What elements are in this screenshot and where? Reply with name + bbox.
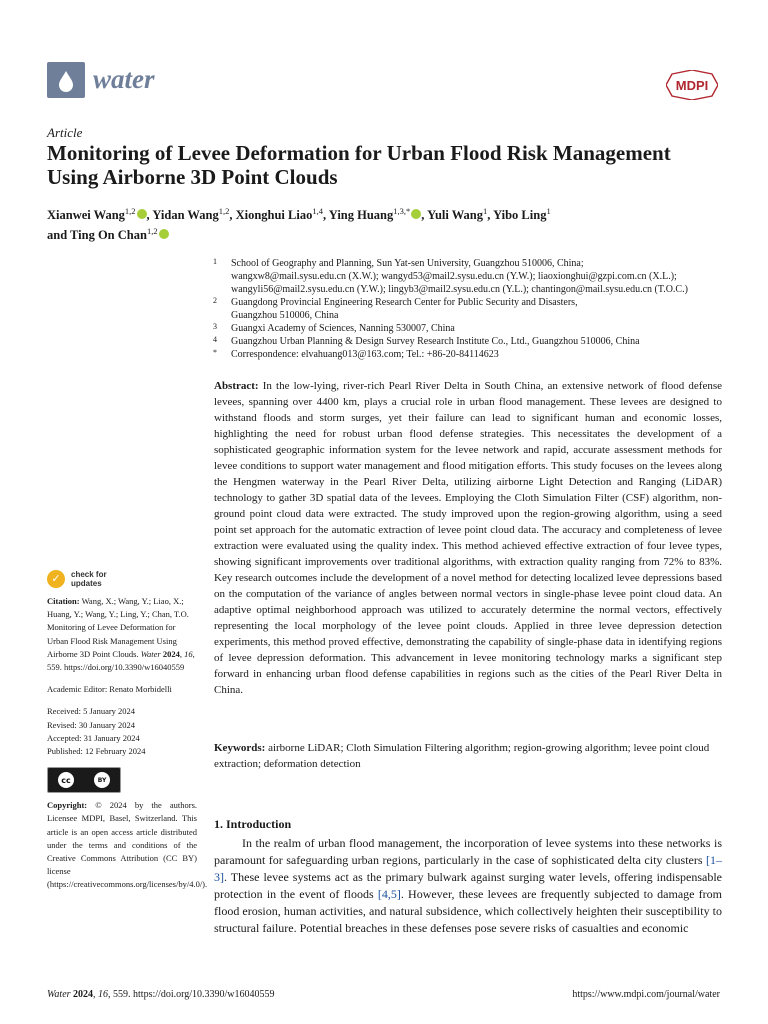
affiliation-number: 3 [213, 322, 217, 331]
affiliation-line: Guangxi Academy of Sciences, Nanning 530007, China [231, 323, 455, 334]
footer-doi-link[interactable]: https://doi.org/10.3390/w16040559 [133, 989, 275, 1000]
check-for-updates-button[interactable] [47, 570, 197, 588]
date-revised: Revised: 30 January 2024 [47, 719, 136, 730]
orcid-icon[interactable] [159, 229, 169, 239]
article-sidebar [47, 570, 208, 892]
footer-year: 2024 [73, 989, 94, 1000]
svg-text:MDPI: MDPI [675, 78, 709, 93]
checkmark-icon: ✓ [47, 570, 65, 588]
affiliation-item [213, 335, 728, 348]
abstract-label: Abstract: [214, 380, 259, 392]
cc-by-license-badge[interactable] [47, 767, 121, 793]
affiliation-item [213, 257, 728, 296]
citation-pages: , 559. [47, 648, 195, 673]
author-name: Xionghui Liao [235, 208, 313, 223]
article-title: Monitoring of Levee Deformation for Urban Flood Risk Management Using Airborne 3D Point Clouds [47, 141, 671, 189]
footer-journal-url[interactable]: https://www.mdpi.com/journal/water [572, 989, 720, 1000]
date-received: Received: 5 January 2024 [47, 706, 136, 717]
author-affiliation-marker: 1,2 [124, 206, 136, 216]
date-published: Published: 12 February 2024 [47, 746, 146, 757]
affiliation-line: wangyli56@mail2.sysu.edu.cn (Y.W.); lingyb3@mail2.sysu.edu.cn (Y.L.); chantingon@mail.sysu.edu.cn (T.O.C.) [231, 284, 688, 295]
citation-text: Wang, X.; Wang, Y.; Liao, X.; Huang, Y.; Wang, Y.; Ling, Y.; Chan, T.O. Monitoring of Levee Deformation for Urban Flood Risk Management Using Airborne 3D Point Clouds. [47, 596, 189, 659]
author-affiliation-marker: 1,3,* [393, 206, 411, 216]
affiliations [213, 257, 728, 361]
citation-doi-link[interactable]: https://doi.org/10.3390/w16040559 [64, 662, 185, 673]
author-affiliation-marker: 1 [483, 206, 488, 216]
abstract [214, 378, 722, 698]
water-drop-icon [47, 62, 85, 98]
author-affiliation-marker: 1,2 [146, 226, 158, 237]
academic-editor: Academic Editor: Renato Morbidelli [47, 684, 172, 695]
footer-journal: Water [47, 989, 71, 1000]
date-accepted: Accepted: 31 January 2024 [47, 732, 140, 743]
author-affiliation-marker: 1 [546, 206, 551, 216]
mdpi-logo[interactable] [666, 70, 718, 100]
affiliation-line: Correspondence: elvahuang013@163.com; Tel.: +86-20-84114623 [231, 349, 499, 360]
orcid-icon[interactable] [411, 209, 421, 219]
affiliation-number: 1 [213, 257, 217, 266]
citation: Citation: Wang, X.; Wang, Y.; Liao, X.; Huang, Y.; Wang, Y.; Ling, Y.; Chan, T.O. Monitoring of Levee Deformation for Urban Flood Risk Management Using Airborne 3D Point Clouds. Water 2024, 16, 559. https://doi.org/10.3390/w16040559 [47, 596, 195, 673]
footer-pages: , 559. [108, 989, 134, 1000]
affiliation-line: Guangzhou Urban Planning & Design Survey Research Institute Co., Ltd., Guangzhou 510006, China [231, 336, 640, 347]
introduction-paragraph [214, 835, 722, 937]
author-name: Yibo Ling [493, 208, 547, 223]
cc-icon: cc [58, 772, 74, 788]
reference-link[interactable]: [1–3] [214, 853, 722, 884]
keywords [214, 740, 722, 772]
author-affiliation-marker: 1,4 [312, 206, 323, 216]
author-name: Yidan Wang [152, 208, 219, 223]
citation-journal: Water [140, 648, 161, 659]
affiliation-item [213, 348, 728, 361]
article-type: Article [47, 125, 83, 140]
affiliation-line: School of Geography and Planning, Sun Yat-sen University, Guangzhou 510006, China; [231, 258, 584, 269]
publication-dates [47, 705, 197, 758]
keywords-text: airborne LiDAR; Cloth Simulation Filtering algorithm; region-growing algorithm; levee point cloud extraction; deformation detection [214, 742, 710, 770]
affiliation-item [213, 322, 728, 335]
intro-text-3: . However, these levees are frequently subjected to damage from flood erosion, human activities, and natural subsidence, which collectively heighten their susceptibility to structural failure. Potential breaches in these defenses pose severe risks of casualties and economic [214, 887, 722, 935]
reference-link[interactable]: [4,5] [377, 887, 401, 901]
footer-volume: 16 [98, 989, 109, 1000]
intro-text-1: In the realm of urban flood management, the incorporation of levee systems into these networks is paramount for safeguarding urban regions, particularly in the case of sophisticated delta city clusters [214, 836, 722, 867]
author-name: and Ting On Chan [47, 228, 147, 243]
author-name: Xianwei Wang [47, 208, 125, 223]
check-updates-line: updates [71, 579, 102, 588]
copyright-text: © 2024 by the authors. Licensee MDPI, Basel, Switzerland. This article is an open access article distributed under the terms and conditions of the Creative Commons Attribution (CC BY) license (https://creativecommons.org/licenses/by/4.0/). [47, 800, 208, 890]
orcid-icon[interactable] [137, 209, 147, 219]
affiliation-line: wangxw8@mail.sysu.edu.cn (X.W.); wangyd53@mail2.sysu.edu.cn (Y.W.); liaoxionghui@gzpi.com.cn (X.L.); [231, 271, 677, 282]
journal-name: water [93, 64, 155, 94]
keywords-label: Keywords: [214, 742, 266, 754]
author-name: Yuli Wang [427, 208, 484, 223]
author-affiliation-marker: 1,2 [218, 206, 230, 216]
section-heading-introduction: 1. Introduction [214, 817, 292, 831]
affiliation-number: 4 [213, 335, 217, 344]
affiliation-number: 2 [213, 296, 217, 305]
author-name: Ying Huang [328, 208, 394, 223]
author-list: Xianwei Wang$^{1,2}$ , Yidan Wang$^{1,2}$, Xionghui Liao$^{1,4}$, Ying Huang$^{1,3,*}$ , Yuli Wang$^1$, Yibo Ling$^1$ and Ting On Chan$^{1,2}$ [47, 206, 551, 243]
abstract-text: In the low-lying, river-rich Pearl River Delta in South China, an extensive network of flood defense levees, spanning over 4400 km, plays a crucial role in urban flood management. These levees are designed to withstand floods and storm surges, yet their failure can lead to significant human and economic losses, highlighting the need for robust urban flood defense strategies. This necessitates the development of a sophisticated geographic information system for the levee network and rapid, accurate assessment methods for levee conditions to support water management and flood mitigation efforts. This study focuses on the levees along the Hengmen waterway in the Pearl River Delta, utilizing airborne Light Detection and Ranging (LiDAR) technology to gather 3D spatial data of the levees. Employing the Cloth Simulation Filter (CSF) algorithm, non-ground point cloud data were extracted. The study improved upon the region-growing algorithm, using a seed point set approach for the automatic extraction of levee point cloud data. The accuracy and completeness of levee extraction were evaluated using the quality index. This method achieved effective extraction of four levee types, showing significant improvements over traditional algorithms, with extraction quality ranging from 72% to 83%. Key research outcomes include the development of a novel method for detecting localized levee depressions based on the computation of the variance of angles between normal vectors in single-phase levee point cloud data. An adaptive optimal neighborhood approach was utilized to accurately determine the normal vectors, effectively representing the local morphology of the levee point clouds. Applied in three levee depression detection experiments, this method proved effective, demonstrating the capability of single-phase data in identifying regions of levee depression deformation. This advancement in levee monitoring technology marks a significant step forward in enhancing urban flood defense capabilities in regions such as the cities of the Pearl River Delta in China. [214, 380, 722, 696]
affiliation-line: Guangzhou 510006, China [231, 310, 339, 321]
by-icon: BY [94, 772, 110, 788]
affiliation-line: Guangdong Provincial Engineering Research Center for Public Security and Disasters, [231, 297, 578, 308]
check-updates-line: check for [71, 570, 107, 579]
affiliation-number: * [213, 348, 217, 357]
copyright-label: Copyright: [47, 800, 88, 811]
citation-label: Citation: [47, 596, 80, 606]
copyright-notice [47, 799, 208, 891]
affiliation-item [213, 296, 728, 322]
footer-citation: Water 2024, 16, 559. https://doi.org/10.3390/w16040559 [47, 989, 275, 1000]
citation-volume: 16 [184, 648, 193, 659]
intro-text-2: . These levee systems act as the primary bulwark against surging water levels, offering indispensable protection in the event of floods [214, 870, 722, 901]
citation-year: 2024 [162, 648, 180, 659]
